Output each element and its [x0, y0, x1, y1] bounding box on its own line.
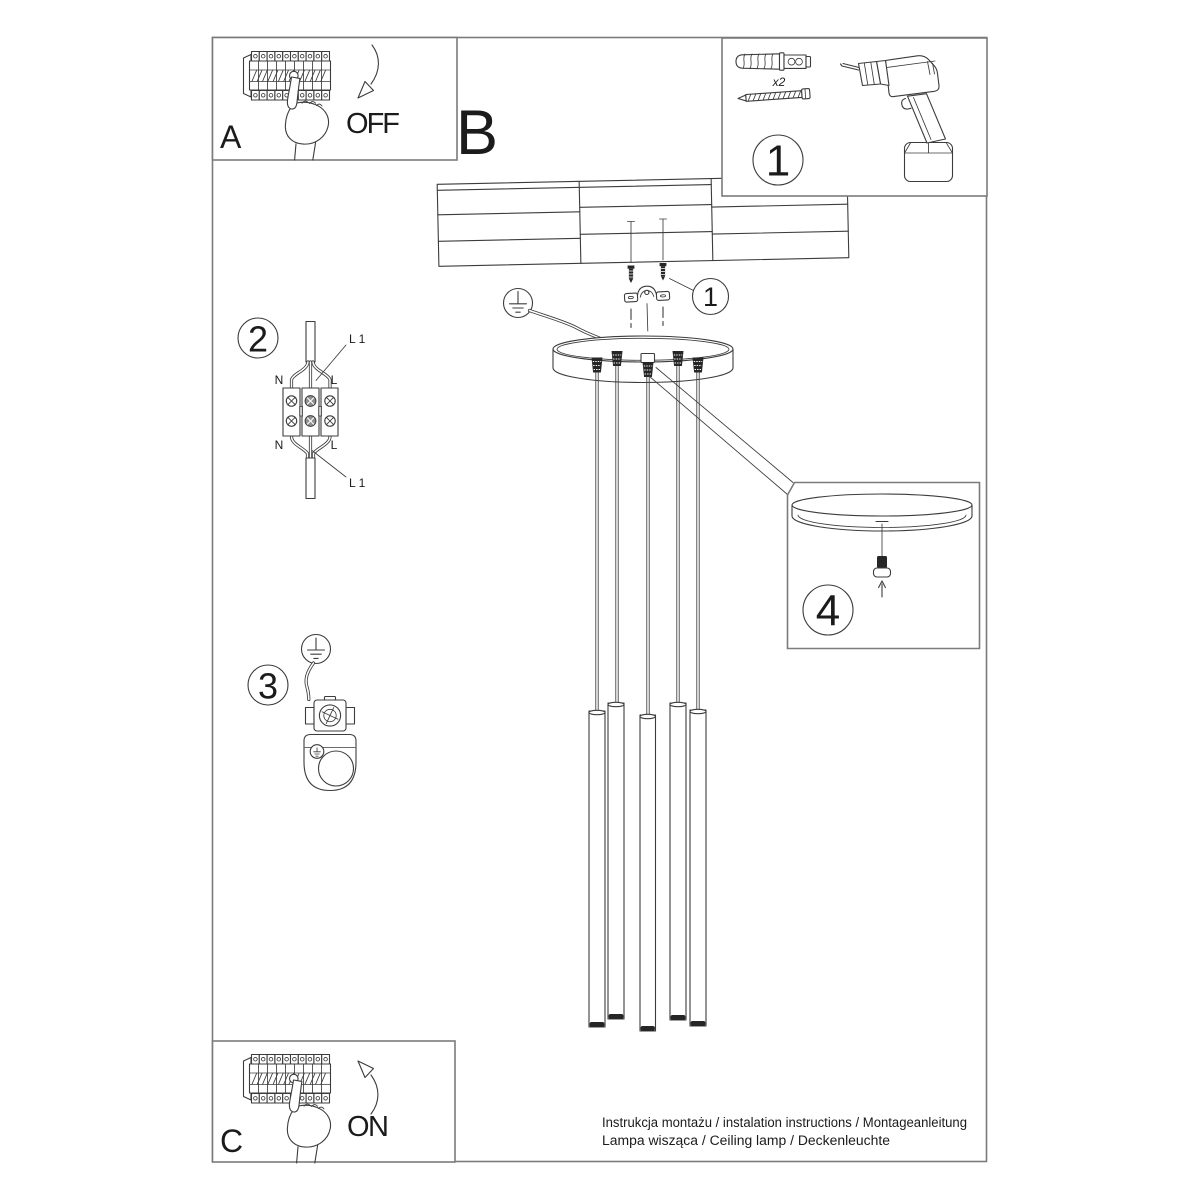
- panel-c: [213, 1041, 456, 1163]
- cable-stopper: [877, 556, 887, 568]
- step2-number: 2: [247, 318, 269, 360]
- wire-label-line-bottom: L 1: [349, 476, 366, 490]
- anchor-quantity: x2: [772, 75, 786, 89]
- pendant-tube: [690, 709, 706, 1026]
- step1-number: 1: [765, 136, 791, 186]
- wall-anchor-icon: [736, 53, 811, 70]
- footer-line2: Lampa wisząca / Ceiling lamp / Deckenleuchte: [602, 1133, 890, 1148]
- wire-label-neutral-bottom: N: [274, 438, 284, 452]
- panel-a: [213, 38, 458, 161]
- wire-label-live-top: L: [330, 373, 338, 387]
- pendant-tube: [608, 702, 624, 1019]
- panel-c-action: ON: [347, 1111, 389, 1143]
- panel-c-label: C: [220, 1123, 244, 1159]
- wire-label-live-bottom: L: [330, 438, 338, 452]
- panel-a-action: OFF: [346, 108, 400, 140]
- wire-label-line-top: L 1: [349, 332, 366, 346]
- step1-panel: [722, 38, 987, 196]
- supply-cable-top: [306, 322, 315, 363]
- pendant-tube: [670, 702, 686, 1020]
- pendant-tube: [589, 710, 605, 1027]
- panel-b-label: B: [456, 98, 499, 168]
- terminal-block: [283, 388, 338, 436]
- ground-symbol-detail: [302, 635, 331, 664]
- step4-panel: [788, 483, 980, 649]
- callout-step1-number: 1: [702, 282, 719, 312]
- wire-label-neutral-top: N: [274, 373, 284, 387]
- panel-a-label: A: [220, 119, 242, 155]
- pendant-tube: [640, 714, 656, 1031]
- lamp-cable-bottom: [306, 458, 315, 499]
- breaker-strip-illustration: [244, 1055, 331, 1104]
- footer-line1: Instrukcja montażu / instalation instructions / Montageanleitung: [602, 1115, 967, 1130]
- step3-number: 3: [257, 665, 279, 707]
- lamp-bracket: [304, 735, 356, 791]
- step4-number: 4: [815, 586, 841, 636]
- center-gland-collar: [641, 354, 655, 363]
- breaker-strip-illustration: [244, 52, 331, 101]
